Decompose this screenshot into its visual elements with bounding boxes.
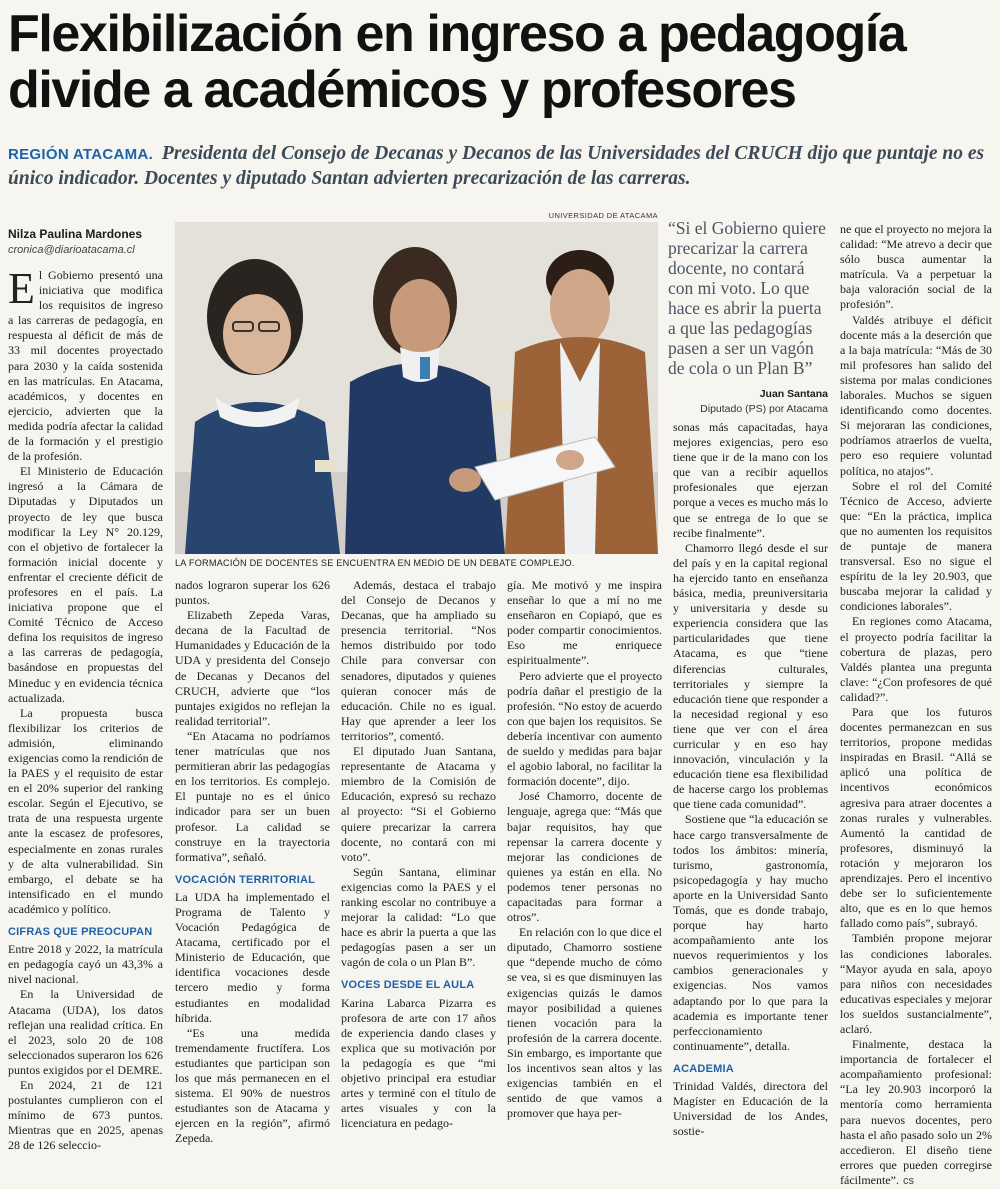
article-column-3 xyxy=(341,578,496,1131)
paragraph: Según Santana, eliminar exigencias como la PAES y el ranking escolar no contribuye a mejorar la calidad: “Lo que hace es abrir la puerta a que las pedagogías pasen a ser un vagón de cola o un Plan B”. xyxy=(341,864,496,970)
paragraph: ne que el proyecto no mejora la calidad: “Me atrevo a decir que sólo busca aumentar la matrícula. Va a perpetuar la baja valoración social de la profesión”. xyxy=(840,222,992,312)
paragraph: sonas más capacitadas, haya mejores exigencias, pero eso tiene que ir de la mano con los que van a recibir aquellos profesionales que ejerzan porque a veces es mucho más lo que se entrega de lo que se recibe finalmente”. xyxy=(673,420,828,540)
photo-caption: LA FORMACIÓN DE DOCENTES SE ENCUENTRA EN MEDIO DE UN DEBATE COMPLEJO. xyxy=(175,558,575,568)
paragraph: Trinidad Valdés, directora del Magíster en Educación de la Universidad de los Andes, sostie- xyxy=(673,1079,828,1139)
subhead: ACADEMIA xyxy=(673,1062,734,1075)
paragraph: Chamorro llegó desde el sur del país y en la capital regional ha ejercido tanto en enseñanza básica, media, preuniversitaria y universitaria y desde su experiencia considera que las particularidades que tiene Atacama, es que “tiene diferencias culturales, territoriales y siempre la educación tiene que responder a la necesidad regional y eso tiene que ver con el área curricular y en eso hay innovación, vinculación y la educación tiene esa flexibilidad de hacerse cargo los problemas que tiene cada comunidad”. xyxy=(673,540,828,812)
paragraph: En relación con lo que dice el diputado, Chamorro sostiene que “depende mucho de cómo se vea, si es que disminuyen las exigencias quizás le damos mayor posibilidad a quienes tienen vocación para la profesión de la carrera docente. Sin embargo, es importante que los incentivos sean altos y las exigencias también en el sentido de que vamos a promover que haya per- xyxy=(507,925,662,1121)
drop-cap: E xyxy=(8,264,35,313)
paragraph: En regiones como Atacama, el proyecto podría facilitar la cobertura de plazas, pero Valdés plantea una pregunta clave: “¿Con profesores de qué calidad?”. xyxy=(840,614,992,704)
byline-author: Nilza Paulina Mardones xyxy=(8,227,143,241)
paragraph: Para que los futuros docentes permanezcan en sus territorios, propone medidas inspiradas en Brasil. “Allá se aplicó una política de incentivos económicos agresiva para atraer docentes a zonas rurales y vulnerables. Aumentó la cantidad de profesores, disminuyó la rotación y mejoraron los aprendizajes. Pero el incentivo debe ser lo suficientemente alto, que es en lo que hemos fallado como país”, subrayó. xyxy=(840,705,992,931)
paragraph xyxy=(8,264,163,464)
byline-email: cronica@diarioatacama.cl xyxy=(8,244,135,256)
paragraph: El Ministerio de Educación ingresó a la Cámara de Diputadas y Diputados un proyecto de ley que busca modificar la Ley N° 20.129, con el objetivo de fortalecer la formación inicial docente y enfrentar el creciente déficit de profesores en el país. La iniciativa propone que el Comité Técnico de Acceso defina los requisitos de ingreso a las carreras de pedagogía, basándose en propuestas del Mineduc y en evidencia técnica actualizada. xyxy=(8,464,163,705)
paragraph-text: l Gobierno presentó una iniciativa que modifica los requisitos de ingreso a las carreras de pedagogía, en respuesta al déficit de más de 33 mil docentes proyectado para 2030 y la caída sostenida en las matrículas. En Atacama, académicos, y docentes en ejercicio, advierten que la medida podría afectar la calidad de la formación y el prestigio de la profesión. xyxy=(8,268,163,464)
paragraph: Sobre el rol del Comité Técnico de Acceso, advierte que: “En la práctica, implica que no aumenten los requisitos de puntaje de manera transversal. Eso no sigue el espíritu de la ley 20.903, que buscaba mejorar la calidad y condiciones laborales”. xyxy=(840,478,992,614)
byline xyxy=(8,226,168,258)
paragraph: Elizabeth Zepeda Varas, decana de la Facultad de Humanidades y Educación de la UDA y presidenta del Consejo de Decanas y Decanos del CRUCH, advierte que “los puntajes exigidos no reflejan la realidad territorial”. xyxy=(175,608,330,728)
paragraph: Valdés atribuye el déficit docente más a la deserción que a la baja matrícula: “Más de 30 mil profesores han salido del sistema por malas condiciones laborales. Muchos se siguen identificando como docentes. Si mejoraran las condiciones, podríamos atraerlos de vuelta, pero eso requiere voluntad política, no atajos”. xyxy=(840,312,992,478)
article-column-4 xyxy=(507,578,662,1121)
paragraph: Entre 2018 y 2022, la matrícula en pedagogía cayó un 43,3% a nivel nacional. xyxy=(8,942,163,987)
pull-quote-text: “Si el Gobierno quiere precarizar la carrera docente, no contará con mi voto. Lo que hace es abrir la puerta a que las pedagogías pasen a ser un vagón de cola o un Plan B” xyxy=(668,218,826,378)
article-column-5 xyxy=(673,420,828,1139)
deck-region: REGIÓN ATACAMA. xyxy=(8,146,154,163)
paragraph: Además, destaca el trabajo del Consejo de Decanos y Decanas, que ha ampliado su presencia territorial. “Nos hemos distribuido por todo Chile para conversar con senadores, diputados y quienes quieran conocer más de educación. Chile no es igual. Hay que aprender a leer los territorios”, comentó. xyxy=(341,578,496,743)
paragraph: El diputado Juan Santana, representante de Atacama y miembro de la Comisión de Educación, expresó su rechazo al proyecto: “Si el Gobierno quiere precarizar la carrera docente, no contará con mi voto”. xyxy=(341,744,496,864)
paragraph: gía. Me motivó y me inspira enseñar lo que a mí no me enseñaron en Copiapó, que es poder compartir conocimientos. Eso me enriquece espiritualmente”. xyxy=(507,578,662,668)
article-photo xyxy=(175,222,658,554)
deck xyxy=(8,142,993,191)
subhead: CIFRAS QUE PREOCUPAN xyxy=(8,926,153,939)
paragraph: En la Universidad de Atacama (UDA), los datos reflejan una realidad crítica. En el 2023, solo 20 de 108 seleccionados superaron los 626 puntos exigidos por el DEMRE. xyxy=(8,987,163,1077)
subhead: VOCES DESDE EL AULA xyxy=(341,979,475,992)
article-column-2 xyxy=(175,578,330,1146)
paragraph: También propone mejorar las condiciones laborales. “Mayor ayuda en sala, apoyo para niños con necesidades educativas especiales y mejorar los sueldos sustancialmente”, aclaró. xyxy=(840,931,992,1036)
paragraph: La UDA ha implementado el Programa de Talento y Vocación Pedagógica de Atacama, certificado por el Ministerio de Educación, que identifica vocaciones desde tercero medio y forma estudiantes en modalidad híbrida. xyxy=(175,889,330,1025)
headline: Flexibilización en ingreso a pedagogía divide a académicos y profesores xyxy=(8,5,906,119)
photo-credit: UNIVERSIDAD DE ATACAMA xyxy=(548,211,658,220)
article-column-1 xyxy=(8,264,163,1153)
paragraph: “Es una medida tremendamente fructífera. Los estudiantes que participan son los que más permanecen en el sistema. El 90% de nuestros estudiantes son de Atacama y ejercen en la región”, afirmó Zepeda. xyxy=(175,1025,330,1146)
paragraph: José Chamorro, docente de lenguaje, agrega que: “Más que bajar requisitos, hay que repensar la carrera docente y mejorar las condiciones de quienes ya están en ella. No podemos tener personas no capacitadas para formar a otros”. xyxy=(507,789,662,925)
paragraph xyxy=(840,1037,992,1189)
paragraph: nados lograron superar los 626 puntos. xyxy=(175,578,330,608)
pull-quote-role: Diputado (PS) por Atacama xyxy=(700,403,828,415)
paragraph-text: Finalmente, destaca la importancia de fortalecer el acompañamiento profesional: “La ley 20.903 incorporó la mentoría como herramienta para nuevos docentes, pero hasta el año pasado solo un 2% accedieron. El diseño tiene errores que pueden corregirse fácilmente”. xyxy=(840,1037,992,1187)
end-mark: cs xyxy=(902,1174,914,1187)
paragraph: La propuesta busca flexibilizar los criterios de admisión, eliminando exigencias como la rendición de la PAES y el requisito de estar en el 20% superior del ranking escolar. Según el Ejecutivo, se trata de una respuesta urgente ante la escasez de profesores, especialmente en zonas rurales y de alta vulnerabilidad. Sin embargo, el debate se ha intensificado en el mundo académico y político. xyxy=(8,705,163,916)
pull-quote-author: Juan Santana xyxy=(759,388,828,400)
article-column-6 xyxy=(840,222,992,1189)
pull-quote xyxy=(668,218,828,415)
paragraph: Karina Labarca Pizarra es profesora de arte con 17 años de experiencia dando clases y explica que su motivación por la pedagogía es que “mi objetivo principal era estudiar artes y terminé con el título de artes visuales y con la licenciatura en pedago- xyxy=(341,995,496,1131)
paragraph: En 2024, 21 de 121 postulantes cumplieron con el mínimo de 673 puntos. Mientras que en 2025, apenas 28 de 126 seleccio- xyxy=(8,1077,163,1153)
photo-illustration xyxy=(175,222,658,554)
paragraph: “En Atacama no podríamos tener matrículas que nos permitieran abrir las pedagogías en los territorios. Es complejo. El puntaje no es el único indicador para ser un buen profesor. La calidad se construye en la trayectoria formativa”, señaló. xyxy=(175,728,330,864)
paragraph: Pero advierte que el proyecto podría dañar el prestigio de la profesión. “No estoy de acuerdo con que bajen los requisitos. Se debería incentivar con aumento de sueldo y medidas para bajar el agobio laboral, no facilitar la formación docente”, dijo. xyxy=(507,668,662,789)
deck-text: Presidenta del Consejo de Decanas y Decanos de las Universidades del CRUCH dijo que puntaje no es único indicador. Docentes y diputado Santan advierten precarización de las carreras. xyxy=(8,143,985,189)
paragraph: Sostiene que “la educación se hace cargo transversalmente de todos los ámbitos: minería, turismo, gastronomía, psicopedagogía y hay mucho aporte en la Universidad Santo Tomás, que es donde trabajo, porque hay harto acompañamiento ante los nuevos requerimientos y los cambios generacionales y exigencias. Nos vamos adaptando por lo que para la academia es importante tener perfeccionamiento continuamente”, detalla. xyxy=(673,812,828,1053)
subhead: VOCACIÓN TERRITORIAL xyxy=(175,873,316,886)
